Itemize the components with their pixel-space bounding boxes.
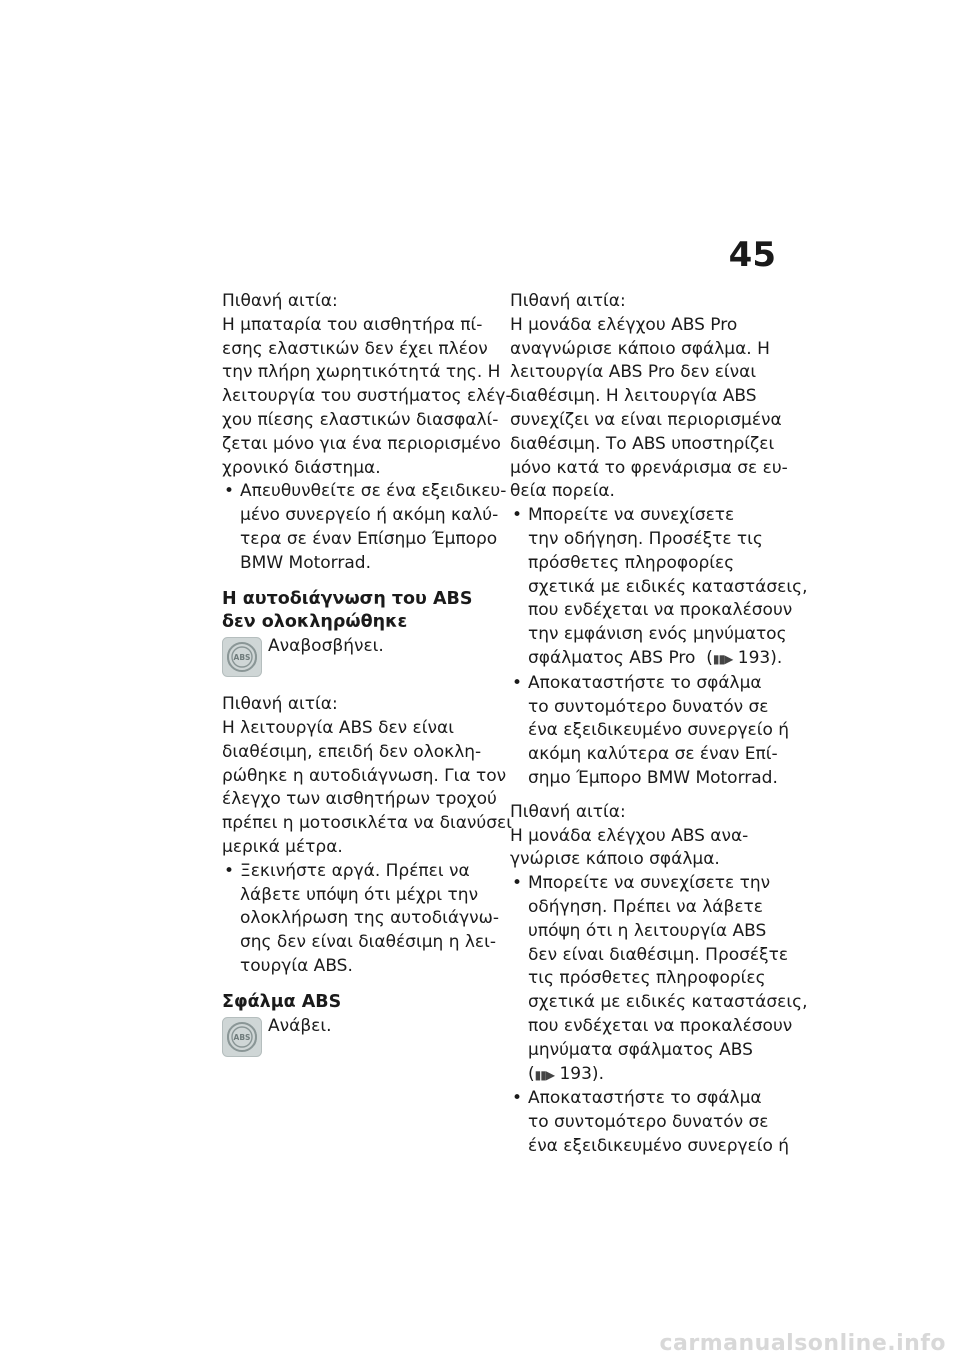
text-line: την οδήγηση. Προσέξτε τις [528,528,763,549]
heading-line: δεν ολοκληρώθηκε [222,612,408,633]
text-line: την πλήρη χωρητικότητά της. Η [222,362,501,383]
text-line: που ενδέχεται να προκαλέσουν [528,600,793,621]
heading-line: Σφάλμα ABS [222,991,342,1012]
text-line: σης δεν είναι διαθέσιμη η λει- [240,932,497,953]
text-line: Η μονάδα ελέγχου ABS Pro [510,314,738,335]
text-line: τουργία ABS. [240,955,353,976]
text-line: διαθέσιμη, επειδή δεν ολοκλη- [222,741,482,762]
cause-label: Πιθανή αιτία: [510,801,626,822]
text-line: χου πίεσης ελαστικών διασφαλί- [222,409,499,430]
text-line: τις πρόσθετες πληροφορίες [528,968,766,989]
bullet-item [510,872,808,1087]
cause-label: Πιθανή αιτία: [510,291,626,311]
bullet-dot: • [512,1088,523,1109]
text-line: που ενδέχεται να προκαλέσουν [528,1015,793,1036]
abs-warning-icon [222,1017,262,1057]
text-line [510,647,786,672]
text-line: τερα σε έναν Επίσημο Έμπορο [240,528,498,549]
spacer [222,576,494,588]
text-span: Μπορείτε να συνεχίσετε την [528,873,771,894]
text-line: BMW Motorrad. [240,552,371,573]
text-line: πρόσθετες πληροφορίες [528,552,735,573]
text-line [510,1087,786,1111]
text-line: γνώρισε κάποιο σφάλμα. [510,849,720,870]
cause-description [222,314,512,481]
text-span: ( [706,647,713,668]
text-span: ( [528,1063,535,1084]
text-line: ολοκλήρωση της αυτοδιάγνω- [240,908,500,929]
bullet-dot: • [512,873,523,894]
spacer [222,683,494,693]
text-line: ένα εξειδικευμένο συνεργείο ή [528,1135,790,1156]
cause-description [222,717,512,860]
text-line [510,504,786,528]
text-span: Απευθυνθείτε σε ένα εξειδικευ- [240,481,507,502]
cause-label: Πιθανή αιτία: [222,694,338,715]
bullet-dot: • [512,672,523,693]
cause-label: Πιθανή αιτία: [222,291,338,311]
text-line: λάβετε υπόψη ότι μέχρι την [240,884,479,905]
page-number: 45 [728,235,776,275]
text-span: Μπορείτε να συνεχίσετε [528,505,735,526]
indicator-row [222,1015,494,1063]
bullet-item [510,1087,790,1158]
reference-arrow-icon: ▮▮▶ [712,651,733,666]
section-heading [222,588,494,636]
indicator-state: Αναβοσβήνει. [268,636,384,657]
text-line: Η λειτουργία ABS δεν είναι [222,717,454,738]
bullet-item [510,504,808,672]
abs-warning-icon [222,637,262,677]
reference-arrow-icon: ▮▮▶ [534,1067,555,1082]
text-line [222,480,507,504]
page-reference: 193). [559,1063,604,1084]
page-reference: 193). [737,647,783,668]
text-span: Αποκαταστήστε το σφάλμα [528,1088,762,1109]
bullet-dot: • [224,481,235,502]
right-column [510,290,808,1159]
abs-icon-label: ABS [233,1032,251,1042]
bullet-item [510,672,790,791]
cause-description [510,825,786,873]
indicator-row [222,635,494,683]
text-line: ρώθηκε η αυτοδιάγνωση. Για τον [222,765,507,786]
left-column [222,290,512,1063]
text-line: μηνύματα σφάλματος ABS [528,1039,753,1060]
text-line: σχετικά με ειδικές καταστάσεις, [528,992,808,1013]
text-line: υπόψη ότι η λειτουργία ABS [528,920,767,941]
text-line: λειτουργία του συστήματος ελέγ- [222,386,512,407]
text-line: χρονικό διάστημα. [222,457,381,478]
bullet-item [222,860,500,979]
text-line [510,872,786,896]
bullet-dot: • [512,505,523,526]
heading-line: Η αυτοδιάγνωση του ABS [222,588,473,609]
text-line: λειτουργία ABS Pro δεν είναι [510,362,757,383]
text-line: διαθέσιμη. Το ABS υποστηρίζει [510,433,775,454]
text-line [510,672,786,696]
text-line: μόνο κατά το φρενάρισμα σε ευ- [510,457,788,478]
text-line: Η μονάδα ελέγχου ABS ανα- [510,825,749,846]
text-line: σημο Έμπορο BMW Motorrad. [528,767,778,788]
text-span: σφάλματος ABS Pro [528,647,696,668]
text-line: έλεγχο των αισθητήρων τροχού [222,789,497,810]
text-line: θεία πορεία. [510,481,615,502]
text-line: αναγνώρισε κάποιο σφάλμα. Η [510,338,770,359]
text-line: εσης ελαστικών δεν έχει πλέον [222,338,488,359]
section-heading [222,991,494,1015]
text-line: Η μπαταρία του αισθητήρα πί- [222,314,483,335]
text-line: ζεται μόνο για ένα περιορισμένο [222,433,501,454]
bullet-dot: • [224,860,235,881]
watermark: carmanualsonline.info [659,1331,946,1356]
cross-reference[interactable] [701,648,782,668]
text-line: πρέπει η μοτοσικλέτα να διανύσει [222,813,512,834]
spacer [222,979,494,991]
spacer [510,791,786,801]
text-line: ένα εξειδικευμένο συνεργείο ή [528,720,790,741]
text-line: δεν είναι διαθέσιμη. Προσέξτε [528,944,789,965]
text-line: μένο συνεργείο ή ακόμη καλύ- [240,505,499,526]
text-line: διαθέσιμη. Η λειτουργία ABS [510,386,757,407]
text-line: συνεχίζει να είναι περιορισμένα [510,409,782,430]
text-line: το συντομότερο δυνατόν σε [528,696,769,717]
abs-icon-label: ABS [233,653,251,663]
text-line: την εμφάνιση ενός μηνύματος [528,624,787,645]
text-line: μερικά μέτρα. [222,836,343,857]
text-line: ακόμη καλύτερα σε έναν Επί- [528,744,778,765]
text-span: Ξεκινήστε αργά. Πρέπει να [240,860,470,881]
cause-description [510,314,786,504]
bullet-item [222,480,507,575]
text-line: το συντομότερο δυνατόν σε [528,1112,769,1133]
text-line [222,860,494,884]
cross-reference[interactable] [510,1063,786,1088]
text-line: οδήγηση. Πρέπει να λάβετε [528,896,763,917]
text-line: σχετικά με ειδικές καταστάσεις, [528,576,808,597]
text-span: Αποκαταστήστε το σφάλμα [528,672,762,693]
indicator-state: Ανάβει. [268,1015,332,1036]
